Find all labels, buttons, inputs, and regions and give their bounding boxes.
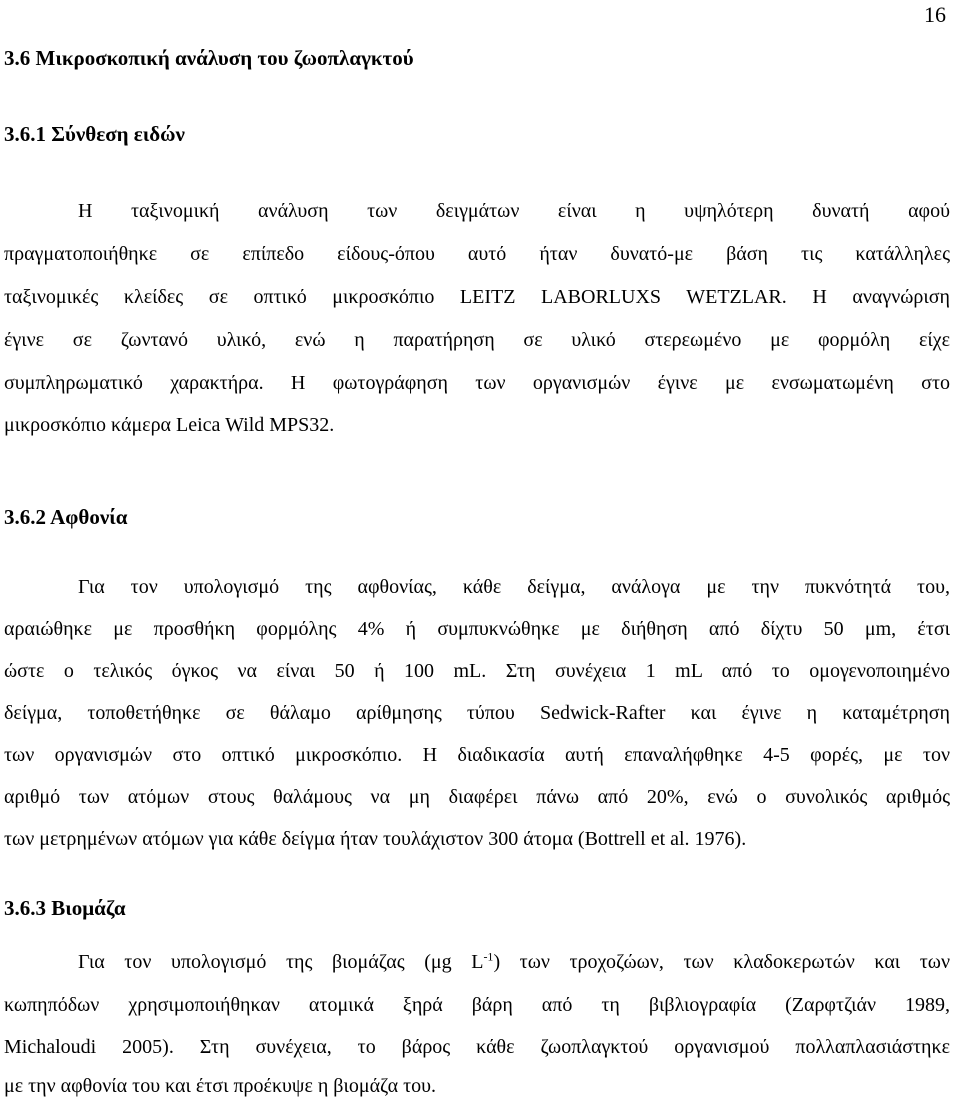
paragraph-line: μικροσκόπιο κάμερα Leica Wild MPS32. xyxy=(4,414,335,436)
paragraph-line: ταξινομικές κλείδες σε οπτικό μικροσκόπιο LEITZ LABORLUXS WETZLAR. Η αναγνώριση xyxy=(4,286,950,308)
text-segment: Για τον υπολογισμό της βιομάζας (μg L xyxy=(78,951,484,973)
paragraph-line: έγινε σε ζωντανό υλικό, ενώ η παρατήρηση σε υλικό στερεωμένο με φορμόλη είχε xyxy=(4,329,950,351)
paragraph-line: Michaloudi 2005). Στη συνέχεια, το βάρος κάθε ζωοπλαγκτού οργανισμού πολλαπλασιάστηκε xyxy=(4,1036,950,1058)
paragraph-line: Για τον υπολογισμό της αφθονίας, κάθε δείγμα, ανάλογα με την πυκνότητά του, xyxy=(78,576,950,598)
page-number: 16 xyxy=(924,2,946,27)
paragraph-line: αριθμό των ατόμων στους θαλάμους να μη διαφέρει πάνω από 20%, ενώ ο συνολικός αριθμός xyxy=(4,786,950,808)
paragraph-line: αραιώθηκε με προσθήκη φορμόλης 4% ή συμπυκνώθηκε με διήθηση από δίχτυ 50 μm, έτσι xyxy=(4,618,950,640)
paragraph-line: με την αφθονία του και έτσι προέκυψε η βιομάζα του. xyxy=(4,1075,437,1097)
paragraph-line: κωπηπόδων χρησιμοποιήθηκαν ατομικά ξηρά βάρη από τη βιβλιογραφία (Ζαρφτζιάν 1989, xyxy=(4,994,950,1016)
paragraph-line: συμπληρωματικό χαρακτήρα. Η φωτογράφηση των οργανισμών έγινε με ενσωματωμένη στο xyxy=(4,372,950,394)
paragraph-line: δείγμα, τοποθετήθηκε σε θάλαμο αρίθμησης τύπου Sedwick-Rafter και έγινε η καταμέτρηση xyxy=(4,702,950,724)
paragraph-line: των μετρημένων ατόμων για κάθε δείγμα ήταν τουλάχιστον 300 άτομα (Bottrell et al. 1976). xyxy=(4,828,747,850)
section-title: 3.6 Μικροσκοπική ανάλυση του ζωοπλαγκτού xyxy=(4,46,414,70)
paragraph-line: Η ταξινομική ανάλυση των δειγμάτων είναι η υψηλότερη δυνατή αφού xyxy=(78,200,950,222)
paragraph-line: ώστε ο τελικός όγκος να είναι 50 ή 100 mL. Στη συνέχεια 1 mL από το ομογενοποιημένο xyxy=(4,660,950,682)
superscript: -1 xyxy=(483,949,494,964)
paragraph-line: πραγματοποιήθηκε σε επίπεδο είδους-όπου αυτό ήταν δυνατό-με βάση τις κατάλληλες xyxy=(4,243,950,265)
subsection-title-abundance: 3.6.2 Αφθονία xyxy=(4,505,128,529)
paragraph-line: των οργανισμών στο οπτικό μικροσκόπιο. Η διαδικασία αυτή επαναλήφθηκε 4-5 φορές, με τον xyxy=(4,744,950,766)
subsection-title-composition: 3.6.1 Σύνθεση ειδών xyxy=(4,122,185,146)
paragraph-line xyxy=(4,951,950,974)
text-segment: ) των τροχοζώων, των κλαδοκερωτών και των xyxy=(493,951,950,973)
subsection-title-biomass: 3.6.3 Βιομάζα xyxy=(4,896,126,920)
